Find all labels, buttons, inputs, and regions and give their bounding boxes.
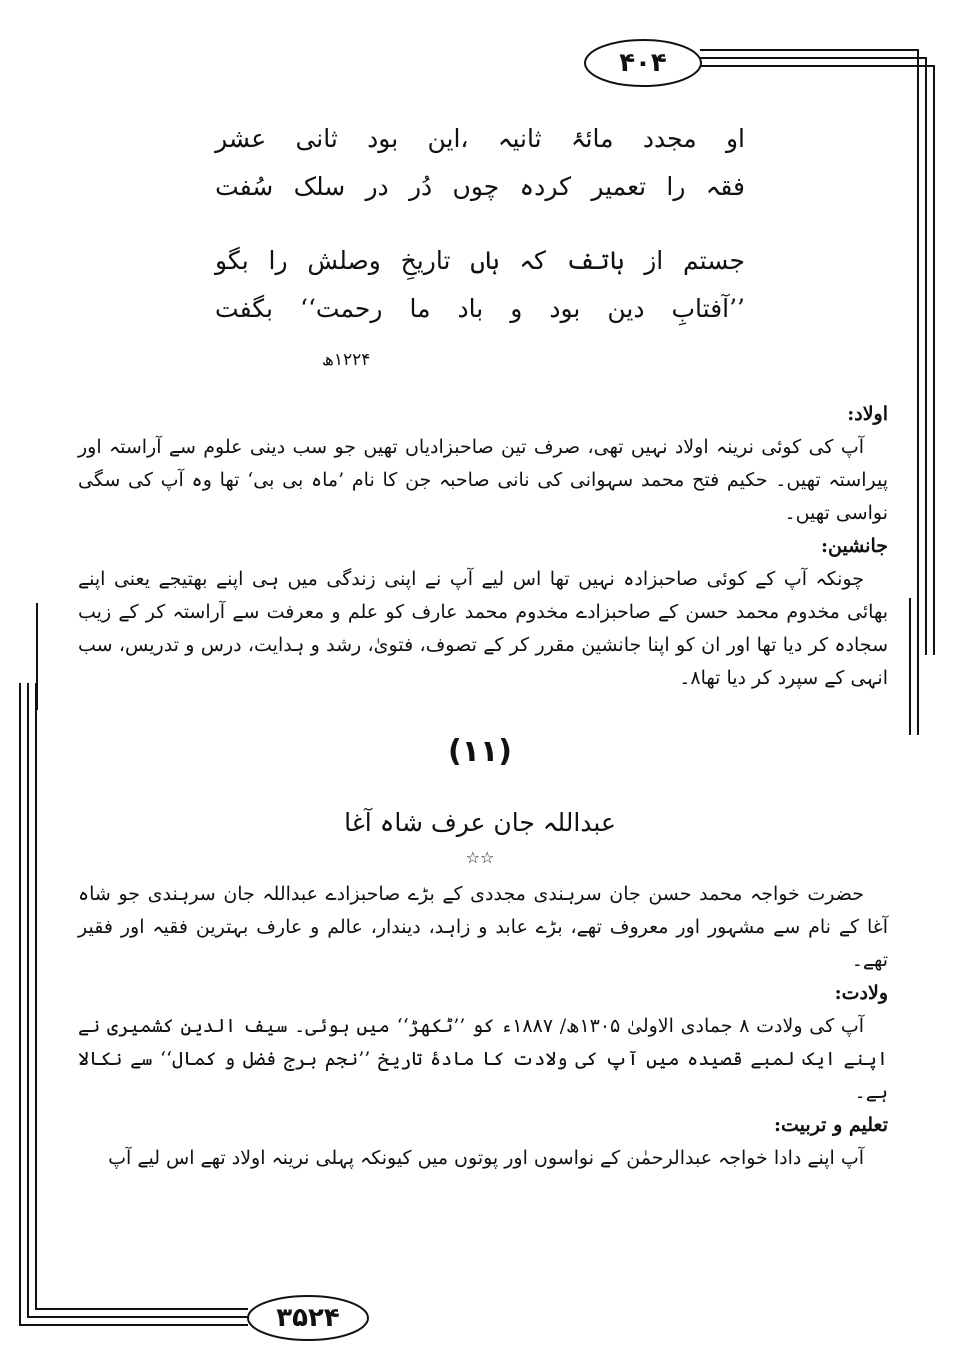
poem-word: تاریخِ	[400, 246, 451, 275]
poem-word: عشر	[215, 124, 267, 153]
poem-date: ۱۲۲۴ھ	[322, 350, 371, 370]
poem-word: در	[365, 172, 389, 201]
section-aulad	[78, 398, 888, 695]
poem-word: را	[666, 172, 686, 201]
poem-word: دُر	[408, 172, 433, 201]
poem-word: مائۂ	[570, 124, 614, 153]
heading-taleem: تعلیم و تربیت:	[774, 1114, 888, 1136]
poem-word: را	[268, 246, 288, 275]
poem-word: باد	[457, 294, 484, 323]
section-abdullah-jan	[78, 878, 888, 1175]
poem-word: بود	[367, 124, 399, 153]
poem-word: وصلش	[307, 246, 381, 275]
poem-line	[215, 115, 745, 163]
poem-word: تعمیر	[591, 172, 647, 201]
paragraph-taleem: آپ اپنے دادا خواجہ عبدالرحمٰن کے نواسوں اور پوتوں میں کیونکہ پہلی نرینہ اولاد تھے اس لیے آپ	[108, 1147, 864, 1169]
paragraph-janasheen: چونکہ آپ کے کوئی صاحبزادہ نہیں تھا اس لیے آپ نے اپنی زندگی میں ہی اپنے بھتیجے یعنی اپنے بھائی مخدوم محمد حسن کے صاحبزادے مخدوم محمد عارف کو علم و معرفت سے آراستہ کر کے زیب سجادہ کر دیا تھا اور ان کو اپنا جانشین مقرر کر کے تصوف، فتویٰ، رشد و ہدایت، درس و تدریس، سب انہی کے سپرد کر دیا تھا۸۔	[78, 568, 888, 689]
poem-word: بود	[549, 294, 581, 323]
poem-word: کہ	[519, 246, 546, 275]
poem-line	[215, 163, 745, 211]
poem-stanza-1	[215, 115, 745, 211]
poem-word: بگو	[215, 246, 249, 275]
poem-line	[215, 285, 745, 333]
poem-word: دین	[607, 294, 645, 323]
poem-word: فقہ	[705, 172, 745, 201]
poem-word: ہاں	[470, 246, 500, 275]
poem-word: رحمت‘‘	[300, 294, 383, 323]
stars-ornament: ☆☆	[465, 848, 495, 867]
poem-word: ’’آفتابِ	[671, 294, 745, 323]
section-title: عبداللہ جان عرف شاہ آغا	[344, 808, 616, 837]
paragraph-aulad: آپ کی کوئی نرینہ اولاد نہیں تھی، صرف تین صاحبزادیاں تھیں جو سب دینی علوم سے آراستہ اور پیراستہ تھیں۔ حکیم فتح محمد سہوانی کی نانی صاحبہ جن کا نام ’ماہ بی بی‘ تھا وہ آپ کی سگی نواسی تھیں۔	[78, 436, 888, 524]
poem-word: سُفت	[215, 172, 274, 201]
poem-word: ما	[409, 294, 431, 323]
poem-word: از	[644, 246, 664, 275]
poem-word: ثانیہ	[497, 124, 542, 153]
heading-aulad: اولاد:	[847, 403, 888, 425]
poem-word: جستم	[683, 246, 745, 275]
poem-word: او	[725, 124, 745, 153]
paragraph-intro: حضرت خواجہ محمد حسن جان سرہندی مجددی کے بڑے صاحبزادے عبداللہ جان سرہندی جو شاہ آغا کے نام سے مشہور اور معروف تھے، بڑے عابد و زاہد، دیندار، عالم و عارف بہترین فقیہ اور فقیر تھے۔	[78, 883, 888, 971]
paragraph-wiladat: آپ کی ولادت ۸ جمادی الاولیٰ ۱۳۰۵ھ/ ۱۸۸۷ء کو ’’ٹکھڑ‘‘ میں ہوئی۔ سیف الدین کشمیری نے اپنے ایک لمبے قصیدہ میں آپ کی ولادت کا مادۂ تاریخ ’’نجم برج فضل و کمال‘‘ سے نکالا ہے۔	[78, 1015, 888, 1103]
poem-word: سلک	[293, 172, 346, 201]
poem-word: و	[510, 294, 523, 323]
page-number-bottom: ۳۵۲۴	[276, 1303, 340, 1333]
section-number: (۱۱)	[447, 734, 513, 769]
page-number-top: ۴۰۴	[619, 48, 667, 78]
poem-word: ،این	[427, 124, 469, 153]
poem-word: ہاتف	[565, 246, 625, 275]
poem-line	[215, 237, 745, 285]
poem-word: بگفت	[215, 294, 274, 323]
poem-stanza-2	[215, 237, 745, 333]
poem-word: چوں	[452, 172, 500, 201]
poem-word: ثانی	[295, 124, 338, 153]
heading-janasheen: جانشین:	[821, 535, 888, 557]
poem-word: مجدد	[642, 124, 697, 153]
poem-word: کردہ	[519, 172, 572, 201]
heading-wiladat: ولادت:	[834, 982, 888, 1004]
